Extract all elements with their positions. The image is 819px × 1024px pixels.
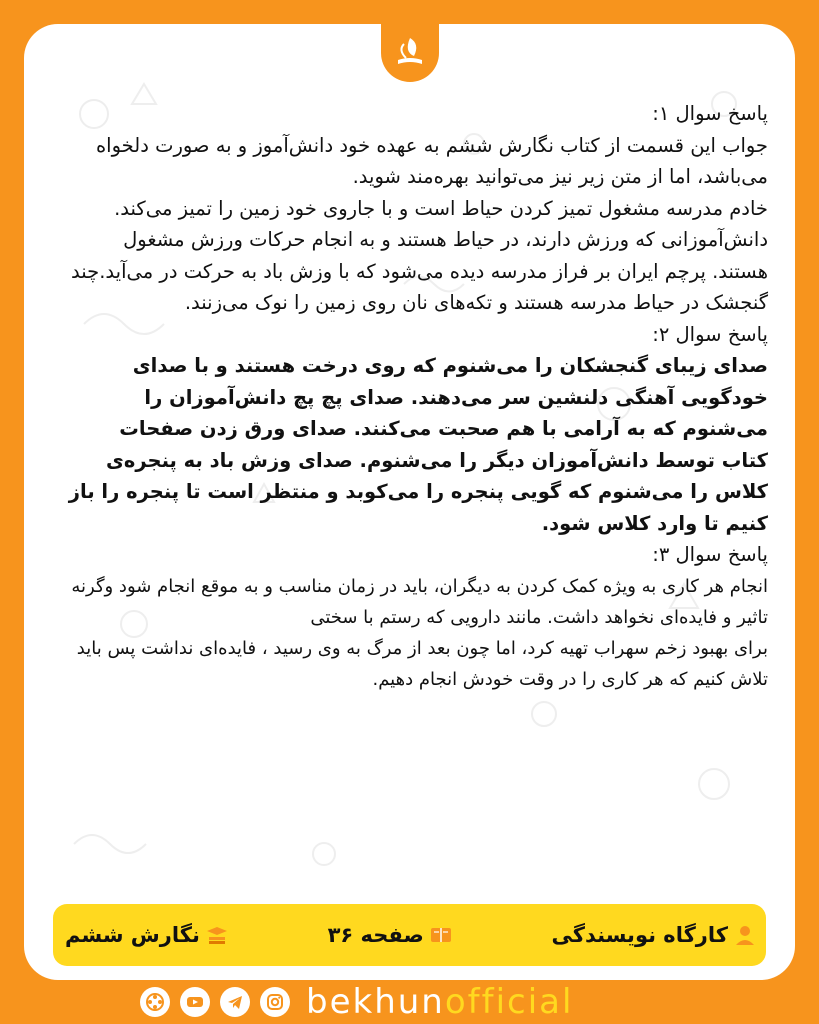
answer-2-title: پاسخ سوال ۲: [652,322,768,346]
answer-1-paragraph-1: جواب این قسمت از کتاب نگارش ششم به عهده خود دانش‌آموز و به صورت دلخواه می‌باشد، اما از متن زیر نیز می‌توانید بهره‌مند شوید. [95,133,768,188]
footer-book [65,923,228,947]
answer-1-title: پاسخ سوال ۱: [652,102,768,125]
telegram-icon[interactable] [220,987,250,1017]
answer-3-title: پاسخ سوال ۳: [652,543,768,566]
answers-content [68,98,768,695]
answer-3-paragraph-1: انجام هر کاری به ویژه کمک کردن به دیگران، باید در زمان مناسب و به موقع انجام شود وگرنه تاثیر و فایده‌ای نخواهد داشت. مانند دارویی که رستم با سختی [71,575,768,628]
book-leaf-icon [390,32,430,72]
open-book-icon [430,924,452,946]
student-icon [734,924,756,946]
youtube-icon[interactable] [180,987,210,1017]
handle-suffix: official [444,982,574,1022]
footer-page-label: صفحه ۳۶ [327,923,424,947]
social-handle [306,982,573,1022]
footer-workshop [552,923,756,947]
footer-workshop-label: کارگاه نویسندگی [551,923,728,947]
handle-brand: bekhun [306,982,445,1022]
answer-3-paragraph-2: برای بهبود زخم سهراب تهیه کرد، اما چون بعد از مرگ به وی رسید ، فایده‌ای نداشت پس باید تلاش کنیم که هر کاری را در وقت خودش انجام دهیم. [76,637,768,690]
footer-page [328,923,452,947]
answer-2-paragraph-1: صدای زیبای گنجشکان را می‌شنوم که روی درخت هستند و با صدای خودگویی آهنگی دلنشین سر می‌دهند. صدای پچ پچ دانش‌آموزان را می‌شنوم که به آرامی با هم صحبت می‌کنند. صدای ورق زدن صفحات کتاب توسط دانش‌آموزان دیگر را می‌شنوم. صدای وزش باد به پنجره‌ی کلاس را می‌شنوم که گویی پنجره را می‌کوبد و منتظر است تا پنجره را باز کنیم تا وارد کلاس شود. [68,354,768,535]
social-bar [140,982,573,1022]
footer-book-label: نگارش ششم [65,923,200,947]
instagram-icon[interactable] [260,987,290,1017]
graduation-books-icon [206,924,228,946]
aparat-icon[interactable] [140,987,170,1017]
brand-logo [381,24,439,82]
footer-info-bar [53,904,766,966]
content-card [24,24,795,980]
answer-1-paragraph-2: خادم مدرسه مشغول تمیز کردن حیاط است و با جاروی خود زمین را تمیز می‌کند. دانش‌آموزانی که ورزش دارند، در حیاط هستند و به انجام حرکات ورزش مشغول هستند. پرچم ایران بر فراز مدرسه دیده می‌شود که با وزش باد به حرکت در می‌آید.چند گنجشک در حیاط مدرسه هستند و تکه‌های نان روی زمین را نوک می‌زنند. [71,196,768,314]
